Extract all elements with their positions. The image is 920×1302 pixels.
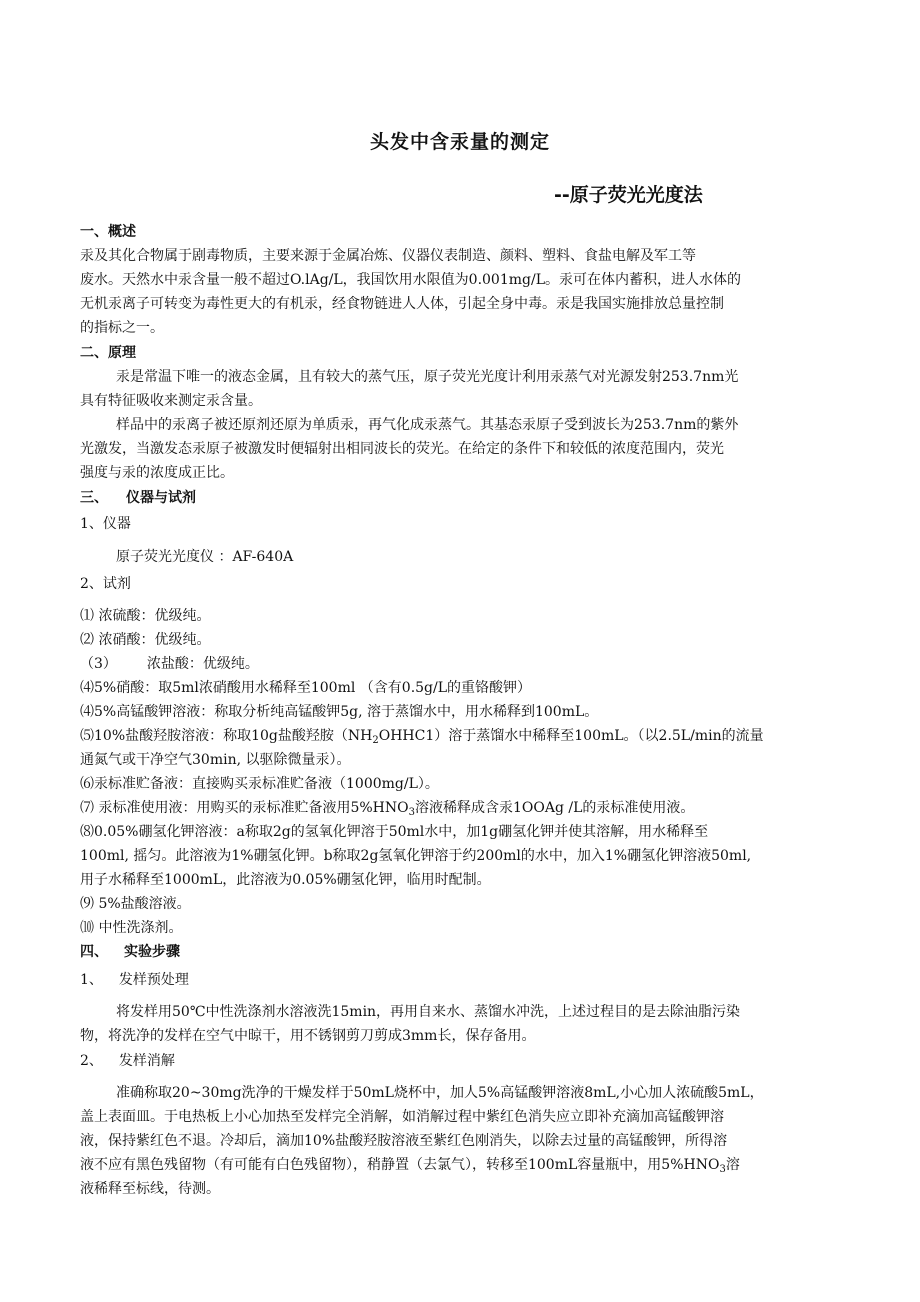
subscript: 2 <box>372 735 379 746</box>
reagent-number: （3） <box>80 656 117 672</box>
subscript: 3 <box>408 807 415 818</box>
subheading-number: 1、 <box>80 972 103 988</box>
paragraph-line: 光激发，当激发态汞原子被激发时便辐射出相同波长的荧光。在给定的条件下和较低的浓度范围内，荧光 <box>80 441 724 457</box>
reagent-item: ⑼ 5%盐酸溶液。 <box>80 896 191 912</box>
subheading-digestion <box>80 1052 175 1070</box>
subheading-number: 2、 <box>80 1053 103 1069</box>
reagent-item: ⑴ 浓硫酸：优级纯。 <box>80 608 211 624</box>
paragraph-line: 的指标之一。 <box>80 320 164 336</box>
reagent-text: 溶液稀释成含汞1OOAg /L的汞标准使用液。 <box>414 800 695 816</box>
subheading-instrument: 1、仪器 <box>80 516 131 532</box>
reagent-item <box>80 727 764 745</box>
paragraph-line: 强度与汞的浓度成正比。 <box>80 465 234 481</box>
section-heading-procedure <box>80 943 180 961</box>
paragraph-line: 将发样用50℃中性洗涤剂水溶液洗15min，再用自来水、蒸馏水冲洗，上述过程目的是去除油脂污染 <box>116 1004 741 1020</box>
section-heading-text: 仪器与试剂 <box>126 490 196 506</box>
reagent-item: ⑷5%高锰酸钾溶液：称取分析纯高锰酸钾5g, 溶于蒸馏水中，用水稀释到100mL。 <box>80 704 599 720</box>
subheading-pretreatment <box>80 971 189 989</box>
paragraph-line: 具有特征吸收来测定汞含量。 <box>80 393 262 409</box>
section-heading-overview: 一、概述 <box>80 224 136 240</box>
reagent-text: 浓盐酸：优级纯。 <box>146 656 259 672</box>
document-subtitle: --原子荧光光度法 <box>554 184 703 206</box>
reagent-item: ⑹汞标准贮备液：直接购买汞标准贮备液（1000mg/L）。 <box>80 776 439 792</box>
reagent-item-continued: 用子水稀释至1000mL，此溶液为0.05%硼氢化钾，临用时配制。 <box>80 872 491 888</box>
reagent-item-continued: 100ml, 摇匀。此溶液为1%硼氢化钾。b称取2g氢氧化钾溶于约200ml的水中，加入1%硼氢化钾溶液50ml, <box>80 848 752 864</box>
paragraph-line: 样品中的汞离子被还原剂还原为单质汞，再气化成汞蒸气。其基态汞原子受到波长为253.7nm的紫外 <box>116 417 739 433</box>
reagent-item: ⑻0.05%硼氢化钾溶液：a称取2g的氢氧化钾溶于50ml水中，加1g硼氢化钾并使其溶解，用水稀释至 <box>80 824 709 840</box>
subheading-text: 发样预处理 <box>118 972 189 988</box>
reagent-text: OHHC1）溶于蒸馏水中稀释至100mL。（以2.5L/min的流量 <box>378 728 764 744</box>
reagent-item: ⑽ 中性洗涤剂。 <box>80 920 183 936</box>
instrument-model: 原子荧光光度仪 ：AF-640A <box>116 549 294 565</box>
document-title: 头发中含汞量的测定 <box>369 131 550 153</box>
section-number: 三、 <box>80 490 108 506</box>
paragraph-text: 液不应有黑色残留物（有可能有白色残留物），稍静置（去氯气），转移至100mL容量瓶中，用5%HNO <box>80 1157 720 1173</box>
section-heading-text: 实验步骤 <box>124 944 180 960</box>
reagent-item <box>80 799 694 817</box>
reagent-item <box>80 655 259 673</box>
paragraph-line: 液，保持紫红色不退。冷却后，滴加10%盐酸羟胺溶液至紫红色刚消失，以除去过量的高锰酸钾，所得溶 <box>80 1133 728 1149</box>
paragraph-line <box>80 1156 740 1174</box>
paragraph-line: 废水。天然水中汞含量一般不超过O.lAg/L，我国饮用水限值为0.001mg/L。汞可在体内蓄积，进人水体的 <box>80 272 741 288</box>
subscript: 3 <box>719 1164 726 1175</box>
reagent-text: ⑸10%盐酸羟胺溶液：称取10g盐酸羟胺（NH <box>80 728 373 744</box>
paragraph-line: 物，将洗净的发样在空气中晾干，用不锈钢剪刀剪成3mm长，保存备用。 <box>80 1028 536 1044</box>
subheading-reagents: 2、试剂 <box>80 576 131 592</box>
section-number: 四、 <box>80 944 108 960</box>
paragraph-line: 无机汞离子可转变为毒性更大的有机汞，经食物链进人人体，引起全身中毒。汞是我国实施排放总量控制 <box>80 296 724 312</box>
reagent-item-continued: 通氮气或干净空气30min, 以驱除微量汞）。 <box>80 752 351 768</box>
subheading-text: 发样消解 <box>118 1053 175 1069</box>
paragraph-line: 汞及其化合物属于剧毒物质，主要来源于金属冶炼、仪器仪表制造、颜料、塑料、食盐电解及军工等 <box>80 248 696 264</box>
paragraph-line: 盖上表面皿。于电热板上小心加热至发样完全消解，如消解过程中紫红色消失应立即补充滴加高锰酸钾溶 <box>80 1109 724 1125</box>
section-heading-principle: 二、原理 <box>80 345 136 361</box>
paragraph-text: 溶 <box>725 1157 740 1173</box>
paragraph-line: 汞是常温下唯一的液态金属，且有较大的蒸气压，原子荧光光度计利用汞蒸气对光源发射253.7nm光 <box>116 369 739 385</box>
paragraph-line: 液稀释至标线，待测。 <box>80 1181 220 1197</box>
reagent-text: ⑺ 汞标准使用液：用购买的汞标准贮备液用5%HNO <box>80 800 409 816</box>
reagent-item: ⑷5%硝酸：取5ml浓硝酸用水稀释至100ml （含有0.5g/L的重铬酸钾） <box>80 680 532 696</box>
paragraph-line: 准确称取20~30mg洗净的干燥发样于50mL烧杯中，加人5%高锰酸钾溶液8mL,小心加人浓硫酸5mL， <box>116 1085 764 1101</box>
reagent-item: ⑵ 浓硝酸：优级纯。 <box>80 632 211 648</box>
section-heading-instruments <box>80 489 196 507</box>
